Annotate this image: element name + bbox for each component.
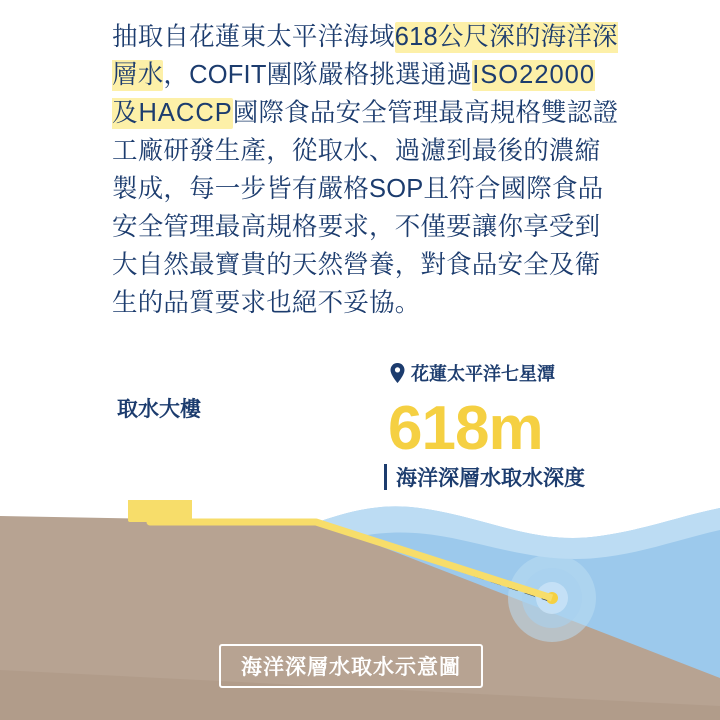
map-pin-icon — [390, 363, 405, 383]
body-copy-segment-2: ，COFIT團隊嚴格挑選通過 — [163, 61, 473, 89]
depth-caption-rule — [384, 464, 387, 490]
body-copy-segment-3: 國際食品安全管理最高規格雙認證工廠研發生產，從取水、過濾到最後的濃縮製成，每一步皆有嚴格SOP且符合國際食品安全管理最高規格要求，不僅要讓你享受到大自然最寶貴的天然營養，對食品安全及衛生的品質要求也絕不妥協。 — [112, 99, 619, 317]
body-copy-text — [112, 22, 618, 317]
location-label: 花蓮太平洋七星潭 — [411, 364, 555, 384]
body-copy-segment-1: 抽取自花蓮東太平洋海域 — [112, 23, 395, 51]
body-copy-highlight-standards: ISO22000及HACCP — [112, 61, 596, 127]
body-copy-highlight-depth: 618公尺深的海洋深層水 — [112, 23, 618, 89]
location-line — [390, 360, 555, 386]
depth-caption-label: 海洋深層水取水深度 — [396, 467, 585, 490]
diagram-caption-box — [219, 644, 483, 688]
building-label: 取水大樓 — [117, 398, 201, 421]
diagram-caption-label: 海洋深層水取水示意圖 — [241, 656, 461, 679]
depth-caption — [384, 462, 585, 492]
body-copy — [112, 18, 620, 322]
depth-value: 618m — [388, 394, 543, 463]
intake-building — [128, 500, 192, 522]
